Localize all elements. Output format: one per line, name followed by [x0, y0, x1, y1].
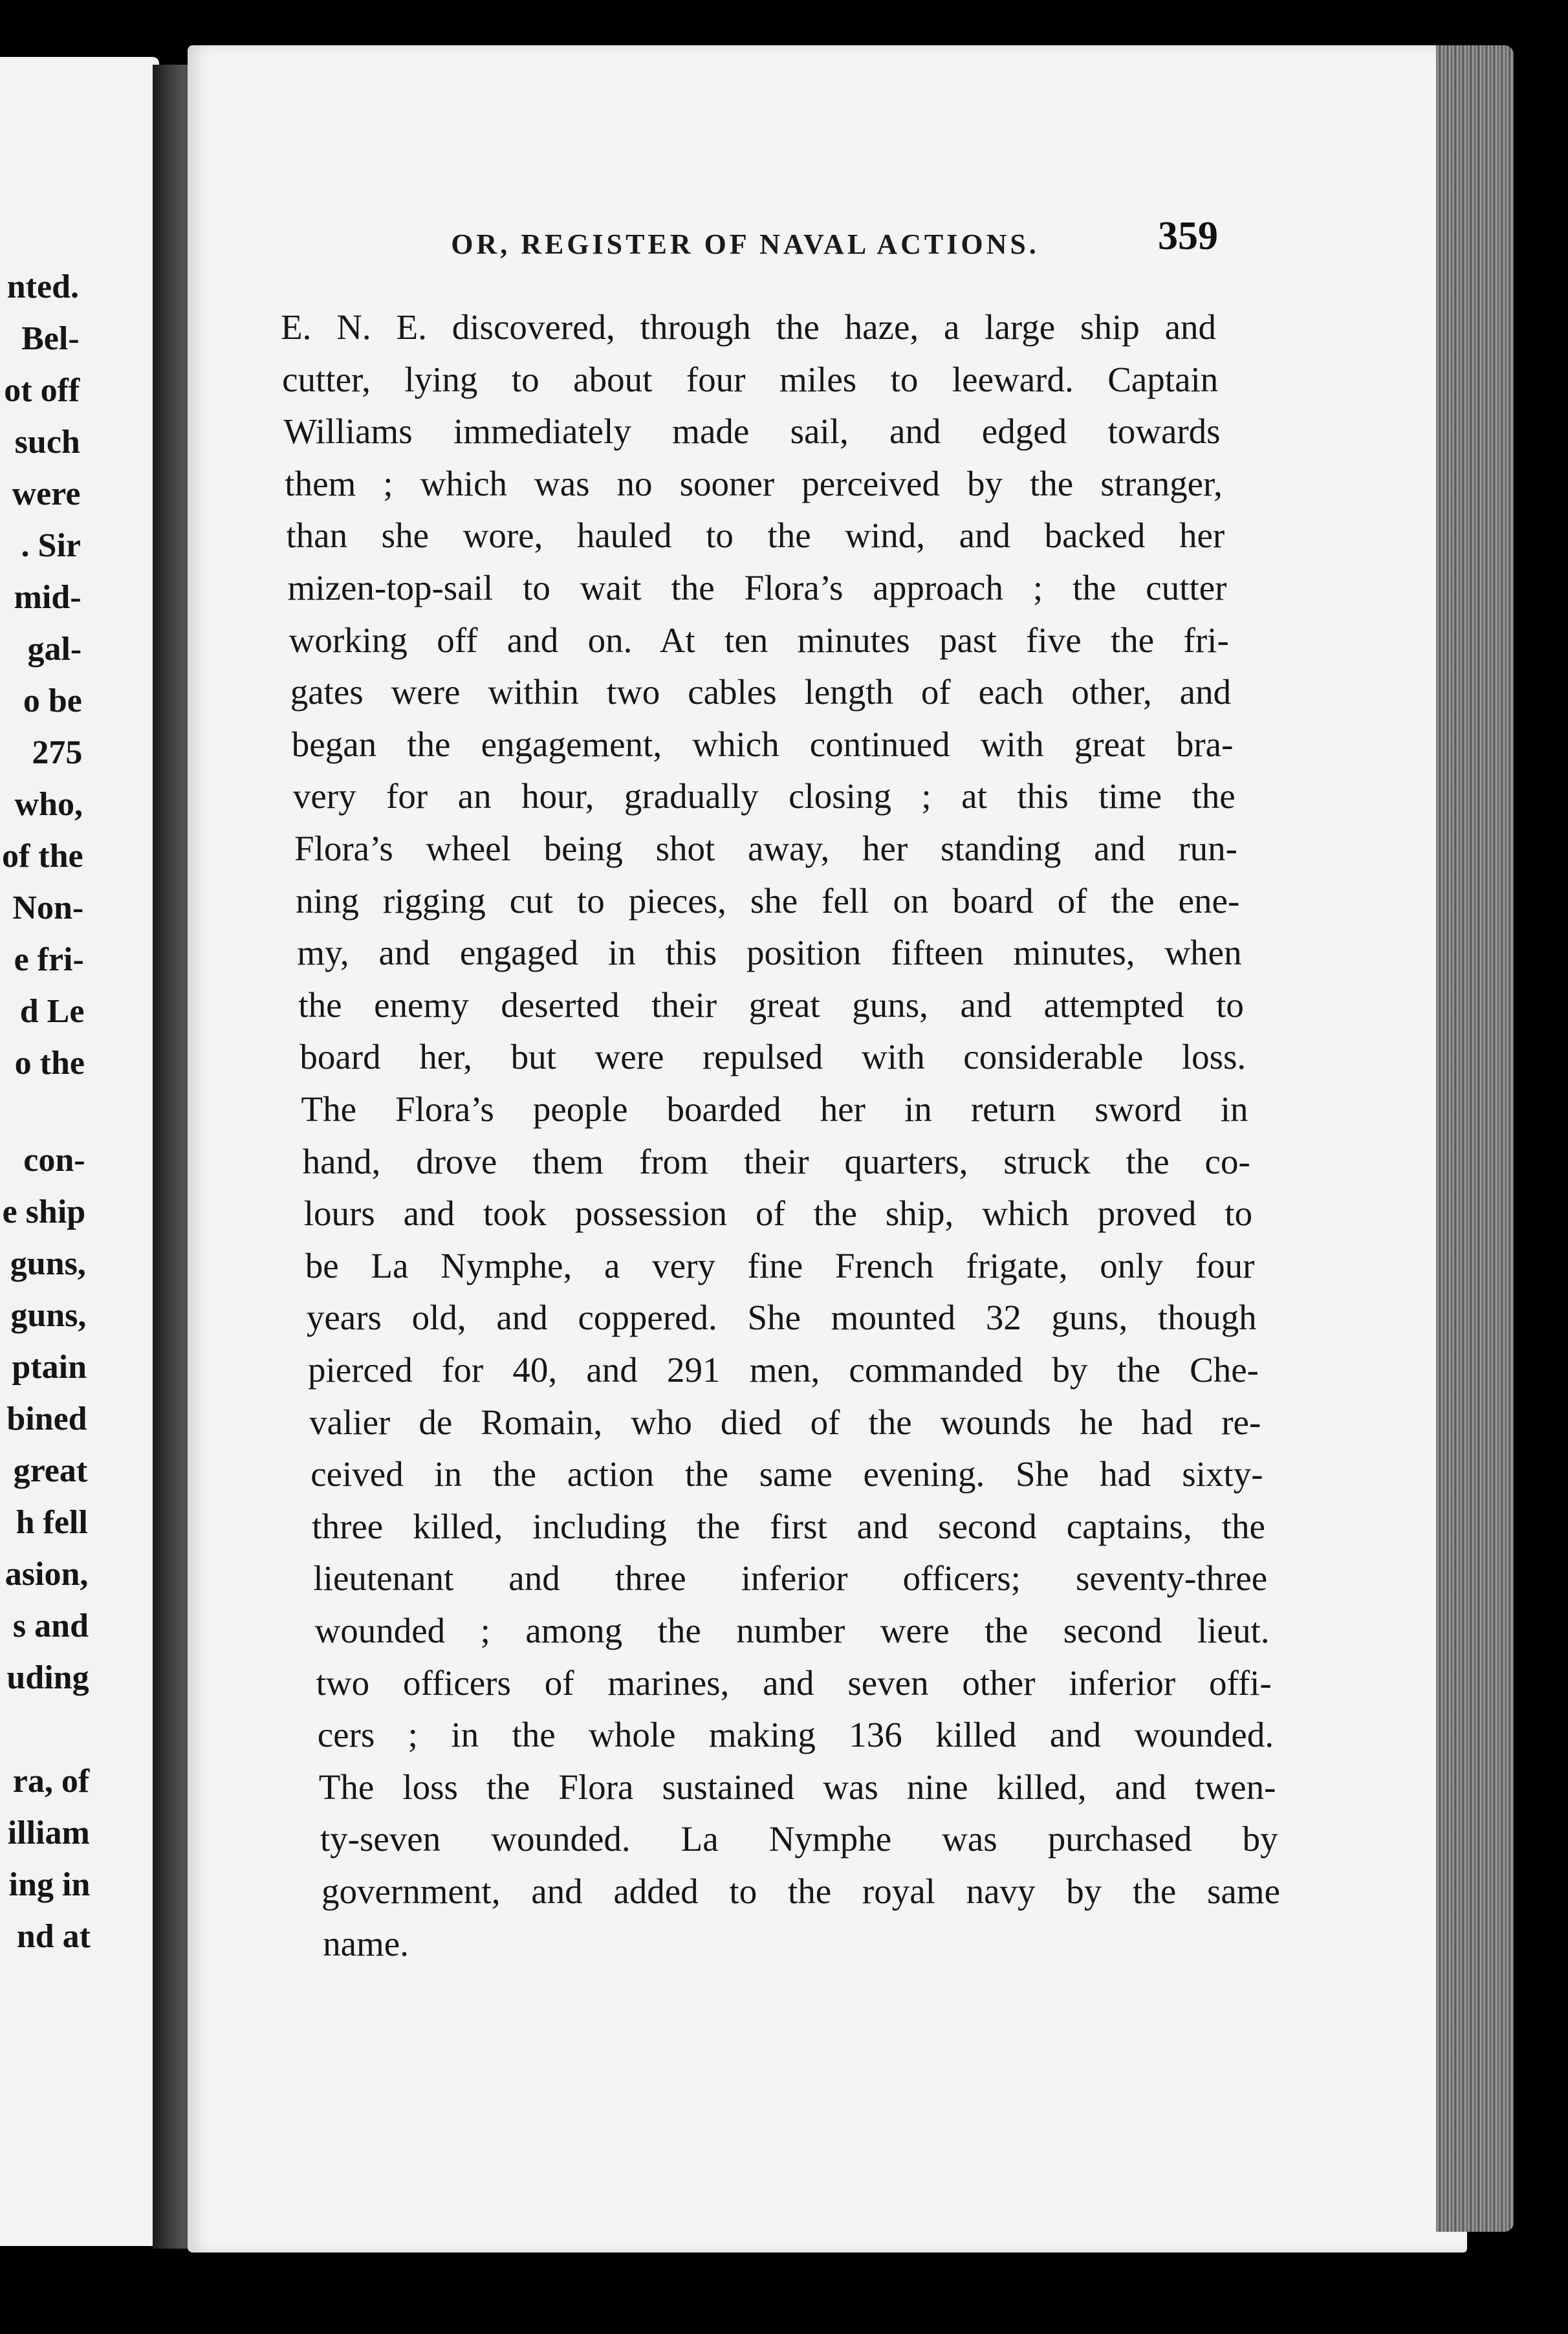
left-page-line-fragment: such	[14, 424, 80, 461]
page-edges	[1436, 45, 1514, 2232]
text-line: ty-seven wounded. La Nymphe was purchased by	[320, 1819, 1278, 1859]
left-page-line-fragment: were	[12, 475, 81, 512]
text-line: three killed, including the first and second captains, the	[312, 1506, 1265, 1546]
left-page-line-fragment: guns,	[10, 1297, 87, 1334]
text-line: my, and engaged in this position fifteen minutes, when	[297, 933, 1242, 973]
text-line: mizen-top-sail to wait the Flora’s approach ; the cutter	[287, 568, 1227, 607]
text-line: the enemy deserted their great guns, and attempted to	[298, 985, 1244, 1025]
left-page-line-fragment: nted.	[6, 268, 79, 305]
text-line: two officers of marines, and seven other inferior offi-	[316, 1663, 1272, 1703]
text-line: Flora’s wheel being shot away, her standing and run-	[294, 829, 1237, 868]
left-page-line-fragment: e ship	[2, 1194, 86, 1230]
left-page-line-fragment: of the	[1, 838, 83, 875]
text-line: be La Nymphe, a very fine French frigate, only four	[305, 1245, 1255, 1285]
left-page-line-fragment: e fri-	[14, 941, 84, 978]
left-page-line-fragment: Bel-	[21, 320, 80, 357]
text-line: them ; which was no sooner perceived by the stranger,	[285, 463, 1223, 503]
text-line: lieutenant and three inferior officers; seventy-three	[313, 1558, 1268, 1598]
left-page-line-fragment: guns,	[10, 1245, 86, 1282]
left-page	[0, 57, 159, 2246]
text-line: The Flora’s people boarded her in return sword in	[301, 1089, 1248, 1129]
left-page-line-fragment: bined	[6, 1401, 87, 1437]
left-page-line-fragment: . Sir	[21, 527, 81, 564]
text-line: cutter, lying to about four miles to leeward. Captain	[282, 359, 1219, 399]
text-line: government, and added to the royal navy by the same	[321, 1871, 1280, 1911]
left-page-line-fragment: o the	[14, 1045, 85, 1082]
text-line: than she wore, hauled to the wind, and backed her	[286, 516, 1225, 556]
text-line: ning rigging cut to pieces, she fell on board of the ene-	[296, 880, 1240, 921]
left-page-line-fragment: con-	[23, 1142, 85, 1179]
left-page-line-fragment: d Le	[19, 993, 85, 1030]
left-page-line-fragment: Non-	[12, 889, 84, 926]
text-line: very for an hour, gradually closing ; at this time the	[292, 776, 1236, 816]
text-line: pierced for 40, and 291 men, commanded by the Che-	[308, 1350, 1259, 1390]
left-page-line-fragment: ra, of	[12, 1763, 90, 1800]
text-line: working off and on. At ten minutes past five the fri-	[289, 620, 1229, 660]
text-line: Williams immediately made sail, and edged towards	[283, 411, 1221, 452]
left-page-line-fragment: mid-	[14, 579, 82, 616]
left-page-line-fragment: ot off	[4, 372, 80, 409]
text-line: name.	[323, 1923, 409, 1963]
left-page-line-fragment: s and	[12, 1608, 89, 1644]
text-line: began the engagement, which continued with great bra-	[291, 724, 1234, 764]
text-line: lours and took possession of the ship, which proved to	[303, 1194, 1253, 1234]
text-line: E. N. E. discovered, through the haze, a large ship and	[281, 307, 1216, 347]
running-title: OR, REGISTER OF NAVAL ACTIONS.	[451, 228, 1040, 260]
text-line: The loss the Flora sustained was nine killed, and twen-	[318, 1767, 1276, 1807]
left-page-line-fragment: ing in	[8, 1866, 91, 1903]
left-page-line-fragment: o be	[23, 682, 82, 719]
left-page-line-fragment: gal-	[27, 631, 82, 668]
left-page-line-fragment: 275	[32, 734, 83, 771]
page-number: 359	[1158, 214, 1218, 258]
text-line: years old, and coppered. She mounted 32 guns, though	[306, 1298, 1257, 1338]
left-page-line-fragment: ptain	[12, 1349, 87, 1386]
left-page-line-fragment: asion,	[5, 1556, 89, 1593]
left-page-line-fragment: great	[13, 1452, 88, 1489]
text-line: wounded ; among the number were the second lieut.	[314, 1611, 1270, 1650]
text-line: ceived in the action the same evening. She had sixty-	[310, 1454, 1263, 1494]
left-page-line-fragment: uding	[6, 1659, 89, 1696]
text-line: gates were within two cables length of each other, and	[290, 672, 1232, 712]
left-page-line-fragment: nd at	[16, 1918, 91, 1955]
text-line: board her, but were repulsed with considerable loss.	[299, 1037, 1247, 1077]
left-page-line-fragment: who,	[14, 786, 83, 823]
text-line: valier de Romain, who died of the wounds he had re-	[309, 1402, 1261, 1442]
left-page-line-fragment: h fell	[16, 1504, 88, 1541]
left-page-line-fragment: illiam	[7, 1815, 90, 1851]
text-line: hand, drove them from their quarters, struck the co-	[302, 1141, 1250, 1181]
text-line: cers ; in the whole making 136 killed and wounded.	[317, 1715, 1274, 1755]
